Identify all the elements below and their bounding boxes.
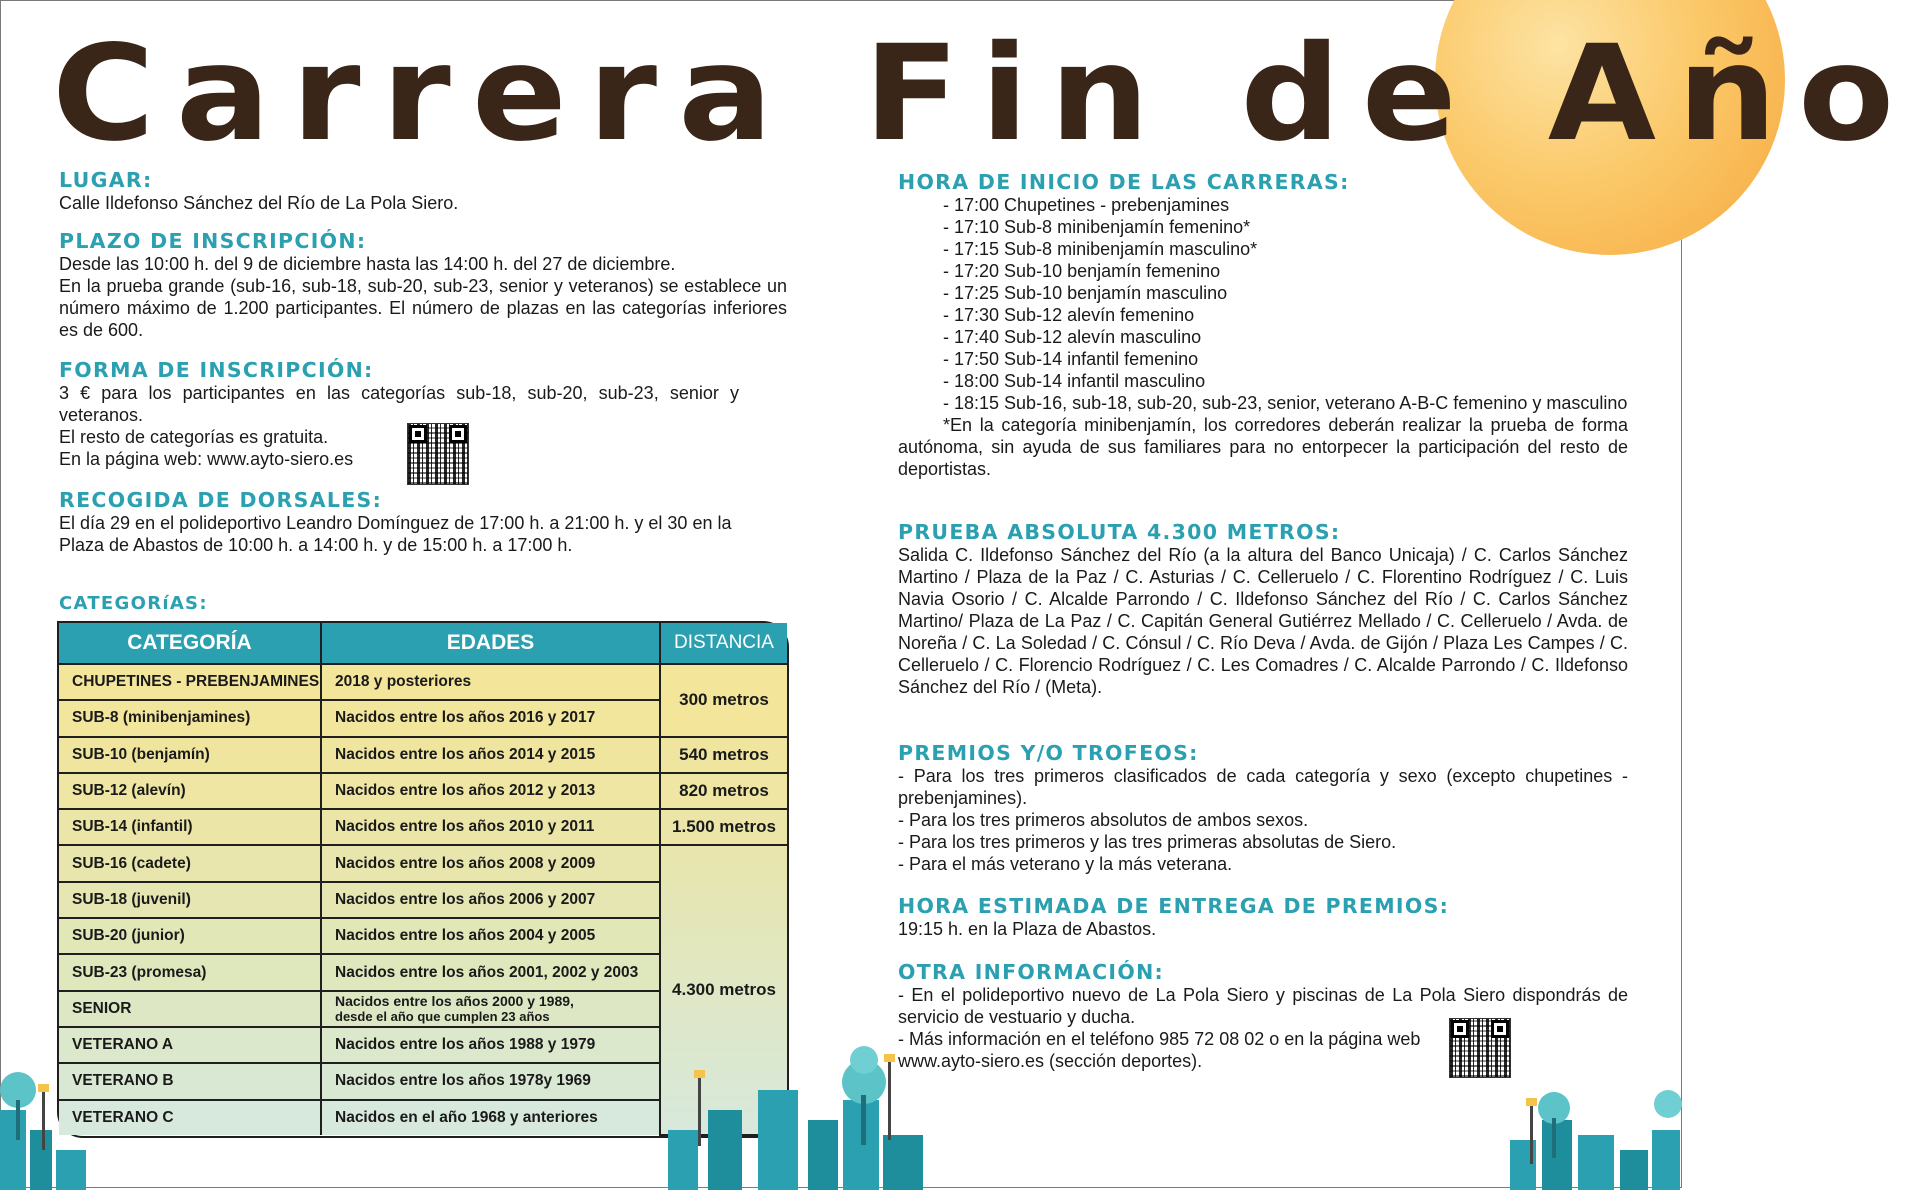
age-cell: Nacidos entre los años 2014 y 2015 [321,737,660,773]
start-times-list [898,194,1628,414]
forma-heading: FORMA DE INSCRIPCIÓN: [59,358,374,382]
list-item: - Para los tres primeros y las tres primeras absolutas de Siero. [898,832,1397,852]
recogida-heading: RECOGIDA DE DORSALES: [59,488,383,512]
header-distancia: DISTANCIA [660,623,787,664]
header-edades: EDADES [321,623,660,664]
list-item: - 17:00 Chupetines - prebenjamines [943,195,1230,215]
minibenjamin-note: *En la categoría minibenjamín, los corredores deberán realizar la prueba de forma autónoma, sin ayuda de sus familiares para no entorpecer la participación del resto de deportistas. [898,415,1628,479]
age-cell: 2018 y posteriores [321,664,660,700]
distance-cell: 1.500 metros [660,809,787,845]
header-categoria: CATEGORÍA [59,623,321,664]
age-cell: Nacidos entre los años 2016 y 2017 [321,700,660,736]
plazo-limits: En la prueba grande (sub-16, sub-18, sub-20, sub-23, senior y veteranos) se establece un número máximo de 1.200 participantes. El número de plazas en las categorías inferiores es de 600. [59,276,787,340]
category-cell: SUB-16 (cadete) [59,845,321,881]
otra-heading: OTRA INFORMACIÓN: [898,960,1165,984]
table-header-row [59,623,787,664]
age-cell: Nacidos entre los años 1978y 1969 [321,1063,660,1099]
table-row [59,845,787,881]
category-cell: SENIOR [59,991,321,1027]
age-cell: Nacidos entre los años 2006 y 2007 [321,882,660,918]
lugar-heading: LUGAR: [59,168,153,192]
recogida-text: El día 29 en el polideportivo Leandro Domínguez de 17:00 h. a 21:00 h. y el 30 en la Plaza de Abastos de 10:00 h. a 14:00 h. y de 15:00 h. a 17:00 h. [59,513,732,555]
age-cell: Nacidos entre los años 2004 y 2005 [321,918,660,954]
age-cell: Nacidos entre los años 2010 y 2011 [321,809,660,845]
category-cell: SUB-23 (promesa) [59,954,321,990]
page-title: Carrera Fin de Año [52,17,1915,171]
list-item: - 17:40 Sub-12 alevín masculino [943,327,1202,347]
list-item: - 17:20 Sub-10 benjamín femenino [943,261,1221,281]
forma-free: El resto de categorías es gratuita. [59,427,329,447]
plazo-dates: Desde las 10:00 h. del 9 de diciembre hasta las 14:00 h. del 27 de diciembre. [59,254,676,274]
hora-inicio-section [898,170,1628,480]
category-cell: CHUPETINES - PREBENJAMINES [59,664,321,700]
list-item: - 17:50 Sub-14 infantil femenino [943,349,1199,369]
qr-code-icon [407,423,469,485]
plazo-heading: PLAZO DE INSCRIPCIÓN: [59,229,367,253]
list-item: - 17:25 Sub-10 benjamín masculino [943,283,1228,303]
category-cell: SUB-10 (benjamín) [59,737,321,773]
category-cell: VETERANO B [59,1063,321,1099]
forma-web: En la página web: www.ayto-siero.es [59,449,354,469]
city-skyline-illustration [1506,1080,1682,1190]
table-row [59,809,787,845]
list-item: - 17:15 Sub-8 minibenjamín masculino* [943,239,1258,259]
list-item: - 18:00 Sub-14 infantil masculino [943,371,1206,391]
categorias-section [59,592,787,616]
list-item: - Para los tres primeros absolutos de ambos sexos. [898,810,1309,830]
category-cell: VETERANO A [59,1027,321,1063]
distance-cell: 300 metros [660,664,787,737]
list-item: - 17:10 Sub-8 minibenjamín femenino* [943,217,1251,237]
city-skyline-illustration [0,1050,90,1190]
age-line-1: Nacidos entre los años 2000 y 1989, [335,992,574,1009]
premios-section [898,741,1628,875]
age-line-2: desde el año que cumplen 23 años [335,1008,550,1024]
lugar-section [59,168,787,214]
distance-cell: 820 metros [660,773,787,809]
recogida-section [59,488,787,556]
list-item: - Para el más veterano y la más veterana. [898,854,1233,874]
qr-code-icon [1449,1018,1511,1078]
hora-inicio-heading: HORA DE INICIO DE LAS CARRERAS: [898,170,1350,194]
age-cell: Nacidos entre los años 2008 y 2009 [321,845,660,881]
table-row [59,773,787,809]
otra-vestuario: - En el polideportivo nuevo de La Pola Siero y piscinas de La Pola Siero dispondrás de servicio de vestuario y ducha. [898,985,1628,1027]
lugar-text: Calle Ildefonso Sánchez del Río de La Pola Siero. [59,193,459,213]
list-item: - 17:30 Sub-12 alevín femenino [943,305,1195,325]
distance-cell: 540 metros [660,737,787,773]
city-skyline-illustration [668,1040,926,1190]
age-cell: Nacidos entre los años 2012 y 2013 [321,773,660,809]
category-cell: SUB-8 (minibenjamines) [59,700,321,736]
entrega-text: 19:15 h. en la Plaza de Abastos. [898,919,1157,939]
age-cell: Nacidos en el año 1968 y anteriores [321,1100,660,1135]
premios-heading: PREMIOS Y/O TROFEOS: [898,741,1199,765]
category-cell: SUB-12 (alevín) [59,773,321,809]
entrega-heading: HORA ESTIMADA DE ENTREGA DE PREMIOS: [898,894,1450,918]
age-cell [321,991,660,1027]
categorias-heading: CATEGORíAS: [59,593,208,614]
table-row [59,737,787,773]
prueba-section [898,520,1628,698]
otra-section [898,960,1628,1072]
forma-price: 3 € para los participantes en las categorías sub-18, sub-20, sub-23, senior y veteranos. [59,383,739,425]
prueba-heading: PRUEBA ABSOLUTA 4.300 METROS: [898,520,1341,544]
prueba-route: Salida C. Ildefonso Sánchez del Río (a la altura del Banco Unicaja) / C. Carlos Sánchez Martino / Plaza de la Paz / C. Asturias / C. Celleruelo / C. Florentino Rodríguez / C. Luis Navia Osorio / C. Alcalde Parrondo / C. Ildefonso Sánchez del Río / C. Carlos Sánchez Martino/ Plaza de La Paz / C. Capitán General Gutiérrez Mellado / C. Celleruelo / Avda. de Noreña / C. La Soledad / C. Cónsul / C. Río Deva / Avda. de Gijón / Plaza Les Campes / C. Celleruelo / C. Florencio Rodríguez / C. Les Comadres / C. Alcalde Parrondo / C. Ildefonso Sánchez del Río / (Meta). [898,545,1628,697]
category-cell: SUB-14 (infantil) [59,809,321,845]
distance-cell: 4.300 metros [660,845,787,1135]
list-item: - 18:15 Sub-16, sub-18, sub-20, sub-23, senior, veterano A-B-C femenino y masculino [943,393,1628,413]
age-cell: Nacidos entre los años 2001, 2002 y 2003 [321,954,660,990]
category-cell: SUB-20 (junior) [59,918,321,954]
category-cell: VETERANO C [59,1100,321,1135]
category-cell: SUB-18 (juvenil) [59,882,321,918]
age-cell: Nacidos entre los años 1988 y 1979 [321,1027,660,1063]
otra-contacto: - Más información en el teléfono 985 72 08 02 o en la página web www.ayto-siero.es (sección deportes). [898,1029,1421,1071]
entrega-section [898,894,1628,940]
table-row [59,664,787,700]
plazo-section [59,229,787,341]
list-item: - Para los tres primeros clasificados de cada categoría y sexo (excepto chupetines - prebenjamines). [898,766,1628,808]
